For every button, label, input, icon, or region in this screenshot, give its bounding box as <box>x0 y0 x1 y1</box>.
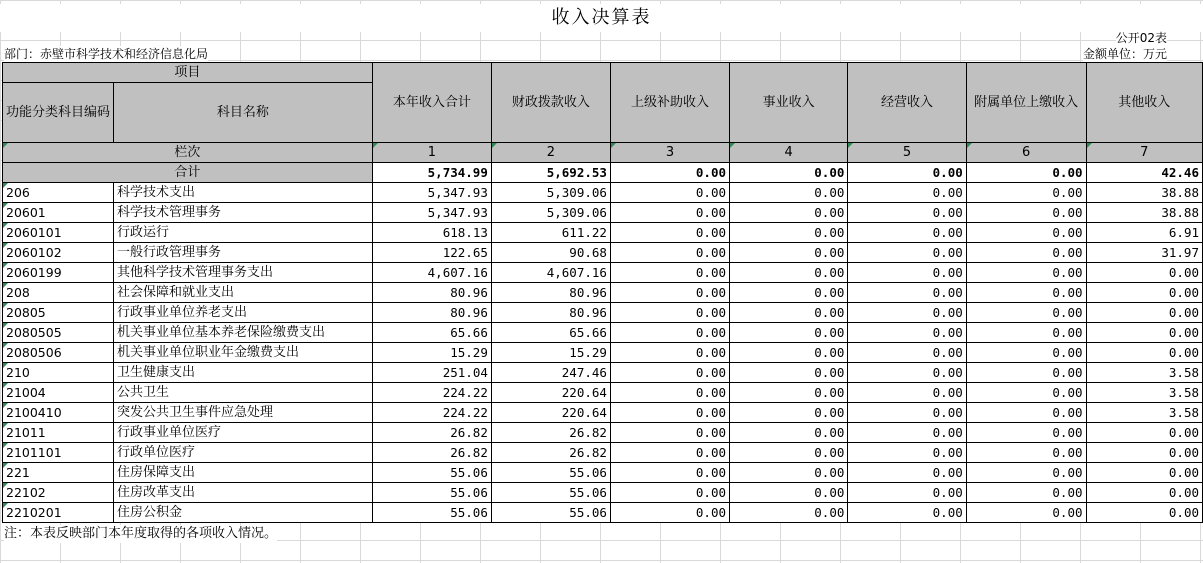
amount-cell[interactable]: 55.06 <box>491 463 610 483</box>
amount-cell[interactable]: 55.06 <box>491 483 610 503</box>
amount-cell[interactable]: 0.00 <box>610 483 729 503</box>
amount-cell[interactable]: 0.00 <box>848 323 966 343</box>
amount-cell[interactable]: 220.64 <box>491 383 610 403</box>
amount-cell[interactable]: 0.00 <box>966 443 1086 463</box>
amount-cell[interactable]: 0.00 <box>966 363 1086 383</box>
amount-cell[interactable]: 0.00 <box>848 403 966 423</box>
amount-cell[interactable]: 0.00 <box>610 283 729 303</box>
amount-cell[interactable]: 90.68 <box>491 243 610 263</box>
func-code-cell[interactable]: 2060101 <box>3 223 114 243</box>
header-total: 本年收入合计 <box>372 63 491 143</box>
func-code-cell[interactable]: 208 <box>3 283 114 303</box>
func-code-cell[interactable]: 2060102 <box>3 243 114 263</box>
form-code: 公开02表 <box>1115 31 1167 45</box>
table-note: 注：本表反映部门本年度取得的各项收入情况。 <box>4 526 278 541</box>
col-number: 2 <box>491 143 610 163</box>
func-code-cell[interactable]: 2210201 <box>3 503 114 523</box>
col-number: 3 <box>610 143 729 163</box>
amount-cell[interactable]: 0.00 <box>610 343 729 363</box>
func-code-cell[interactable]: 2100410 <box>3 403 114 423</box>
amount-cell[interactable]: 26.82 <box>372 423 491 443</box>
amount-cell[interactable]: 0.00 <box>730 243 848 263</box>
amount-cell[interactable]: 0.00 <box>966 383 1086 403</box>
amount-cell[interactable]: 5,347.93 <box>372 203 491 223</box>
amount-cell[interactable]: 0.00 <box>1086 463 1203 483</box>
amount-cell[interactable]: 5,347.93 <box>372 183 491 203</box>
amount-cell[interactable]: 65.66 <box>372 323 491 343</box>
table-row <box>3 243 1203 263</box>
total-cell[interactable]: 42.46 <box>1086 163 1203 183</box>
amount-cell[interactable]: 0.00 <box>966 503 1086 523</box>
amount-cell[interactable]: 5,309.06 <box>491 183 610 203</box>
amount-cell[interactable]: 0.00 <box>848 263 966 283</box>
col-number: 6 <box>966 143 1086 163</box>
table-row <box>3 223 1203 243</box>
total-cell[interactable]: 0.00 <box>848 163 966 183</box>
amount-cell[interactable]: 55.06 <box>372 483 491 503</box>
amount-cell[interactable]: 0.00 <box>730 263 848 283</box>
amount-cell[interactable]: 0.00 <box>966 423 1086 443</box>
amount-cell[interactable]: 0.00 <box>848 383 966 403</box>
func-code-cell[interactable]: 2060199 <box>3 263 114 283</box>
func-code-cell[interactable]: 2080505 <box>3 323 114 343</box>
amount-cell[interactable]: 0.00 <box>848 443 966 463</box>
amount-cell[interactable]: 15.29 <box>491 343 610 363</box>
amount-cell[interactable]: 80.96 <box>372 283 491 303</box>
subject-name-cell[interactable]: 社会保障和就业支出 <box>114 283 373 303</box>
amount-cell[interactable]: 26.82 <box>372 443 491 463</box>
amount-cell[interactable]: 0.00 <box>730 483 848 503</box>
total-cell[interactable]: 0.00 <box>966 163 1086 183</box>
amount-cell[interactable]: 80.96 <box>491 303 610 323</box>
amount-cell[interactable]: 3.58 <box>1086 383 1203 403</box>
amount-cell[interactable]: 0.00 <box>966 463 1086 483</box>
amount-cell[interactable]: 0.00 <box>730 323 848 343</box>
amount-cell[interactable]: 0.00 <box>610 183 729 203</box>
subject-name-cell[interactable]: 一般行政管理事务 <box>114 243 373 263</box>
amount-cell[interactable]: 6.91 <box>1086 223 1203 243</box>
table-row <box>3 343 1203 363</box>
amount-cell[interactable]: 0.00 <box>610 403 729 423</box>
func-code-cell[interactable]: 210 <box>3 363 114 383</box>
subject-name-cell[interactable]: 行政运行 <box>114 223 373 243</box>
amount-cell[interactable]: 0.00 <box>966 243 1086 263</box>
subject-name-cell[interactable]: 住房保障支出 <box>114 463 373 483</box>
amount-cell[interactable]: 0.00 <box>730 343 848 363</box>
amount-cell[interactable]: 0.00 <box>848 343 966 363</box>
amount-cell[interactable]: 0.00 <box>966 343 1086 363</box>
amount-cell[interactable]: 618.13 <box>372 223 491 243</box>
table-row <box>3 263 1203 283</box>
amount-cell[interactable]: 0.00 <box>610 323 729 343</box>
col-number: 1 <box>372 143 491 163</box>
header-item: 项目 <box>3 63 373 83</box>
table-row <box>3 463 1203 483</box>
amount-cell[interactable]: 0.00 <box>610 443 729 463</box>
amount-cell[interactable]: 55.06 <box>491 503 610 523</box>
amount-cell[interactable]: 26.82 <box>491 443 610 463</box>
func-code-cell[interactable]: 2080506 <box>3 343 114 363</box>
amount-cell[interactable]: 15.29 <box>372 343 491 363</box>
func-code-cell[interactable]: 20805 <box>3 303 114 323</box>
amount-cell[interactable]: 0.00 <box>730 403 848 423</box>
amount-cell[interactable]: 0.00 <box>966 303 1086 323</box>
amount-cell[interactable]: 0.00 <box>848 363 966 383</box>
table-row <box>3 283 1203 303</box>
amount-cell[interactable]: 0.00 <box>966 203 1086 223</box>
amount-cell[interactable]: 122.65 <box>372 243 491 263</box>
header-lanci: 栏次 <box>3 143 373 163</box>
amount-cell[interactable]: 0.00 <box>1086 303 1203 323</box>
amount-cell[interactable]: 3.58 <box>1086 403 1203 423</box>
amount-cell[interactable]: 4,607.16 <box>491 263 610 283</box>
amount-cell[interactable]: 38.88 <box>1086 203 1203 223</box>
amount-cell[interactable]: 0.00 <box>966 263 1086 283</box>
amount-cell[interactable]: 0.00 <box>730 463 848 483</box>
amount-cell[interactable]: 0.00 <box>1086 263 1203 283</box>
amount-cell[interactable]: 251.04 <box>372 363 491 383</box>
amount-cell[interactable]: 0.00 <box>848 423 966 443</box>
amount-cell[interactable]: 4,607.16 <box>372 263 491 283</box>
table-row <box>3 403 1203 423</box>
subject-name-cell[interactable]: 公共卫生 <box>114 383 373 403</box>
amount-cell[interactable]: 0.00 <box>848 463 966 483</box>
total-cell[interactable]: 0.00 <box>730 163 848 183</box>
subject-name-cell[interactable]: 住房改革支出 <box>114 483 373 503</box>
amount-cell[interactable]: 0.00 <box>730 203 848 223</box>
header-superior: 上级补助收入 <box>610 63 729 143</box>
amount-cell[interactable]: 247.46 <box>491 363 610 383</box>
total-cell[interactable]: 5,692.53 <box>491 163 610 183</box>
subject-name-cell[interactable]: 其他科学技术管理事务支出 <box>114 263 373 283</box>
amount-cell[interactable]: 0.00 <box>610 383 729 403</box>
func-code-cell[interactable]: 20601 <box>3 203 114 223</box>
amount-cell[interactable]: 0.00 <box>848 283 966 303</box>
table-row <box>3 323 1203 343</box>
subject-name-cell[interactable]: 突发公共卫生事件应急处理 <box>114 403 373 423</box>
amount-cell[interactable]: 0.00 <box>1086 323 1203 343</box>
amount-cell[interactable]: 0.00 <box>610 223 729 243</box>
subject-name-cell[interactable]: 卫生健康支出 <box>114 363 373 383</box>
total-label: 合计 <box>3 163 373 183</box>
amount-cell[interactable]: 0.00 <box>610 463 729 483</box>
amount-cell[interactable]: 3.58 <box>1086 363 1203 383</box>
amount-cell[interactable]: 224.22 <box>372 403 491 423</box>
subject-name-cell[interactable]: 科学技术管理事务 <box>114 203 373 223</box>
table-row <box>3 303 1203 323</box>
col-number: 4 <box>730 143 848 163</box>
func-code-cell[interactable]: 21004 <box>3 383 114 403</box>
amount-cell[interactable]: 0.00 <box>610 503 729 523</box>
amount-cell[interactable]: 80.96 <box>372 303 491 323</box>
header-affiliated: 附属单位上缴收入 <box>966 63 1086 143</box>
table-body <box>3 183 1203 523</box>
table-row <box>3 443 1203 463</box>
amount-cell[interactable]: 220.64 <box>491 403 610 423</box>
amount-cell[interactable]: 0.00 <box>966 183 1086 203</box>
amount-cell[interactable]: 0.00 <box>610 363 729 383</box>
subject-name-cell[interactable]: 住房公积金 <box>114 503 373 523</box>
amount-cell[interactable]: 0.00 <box>966 323 1086 343</box>
amount-cell[interactable]: 0.00 <box>730 303 848 323</box>
amount-cell[interactable]: 65.66 <box>491 323 610 343</box>
amount-cell[interactable]: 38.88 <box>1086 183 1203 203</box>
subject-name-cell[interactable]: 机关事业单位基本养老保险缴费支出 <box>114 323 373 343</box>
amount-cell[interactable]: 0.00 <box>730 383 848 403</box>
amount-cell[interactable]: 0.00 <box>848 303 966 323</box>
amount-cell[interactable]: 0.00 <box>730 363 848 383</box>
func-code-cell[interactable]: 21011 <box>3 423 114 443</box>
amount-cell[interactable]: 0.00 <box>1086 483 1203 503</box>
department-label: 部门：赤壁市科学技术和经济信息化局 <box>4 47 209 61</box>
subject-name-cell[interactable]: 行政单位医疗 <box>114 443 373 463</box>
amount-cell[interactable]: 0.00 <box>848 203 966 223</box>
amount-cell[interactable]: 0.00 <box>966 283 1086 303</box>
amount-cell[interactable]: 0.00 <box>610 243 729 263</box>
amount-cell[interactable]: 0.00 <box>610 423 729 443</box>
table-row <box>3 503 1203 523</box>
header-operation: 经营收入 <box>848 63 966 143</box>
amount-cell[interactable]: 31.97 <box>1086 243 1203 263</box>
amount-cell[interactable]: 0.00 <box>730 423 848 443</box>
amount-cell[interactable]: 0.00 <box>1086 283 1203 303</box>
table-row <box>3 203 1203 223</box>
func-code-cell[interactable]: 22102 <box>3 483 114 503</box>
amount-cell[interactable]: 0.00 <box>730 223 848 243</box>
subject-name-cell[interactable]: 行政事业单位医疗 <box>114 423 373 443</box>
table-row <box>3 383 1203 403</box>
total-cell[interactable]: 5,734.99 <box>372 163 491 183</box>
table-row <box>3 363 1203 383</box>
func-code-cell[interactable]: 221 <box>3 463 114 483</box>
amount-cell[interactable]: 26.82 <box>491 423 610 443</box>
header-other: 其他收入 <box>1086 63 1203 143</box>
amount-cell[interactable]: 0.00 <box>848 243 966 263</box>
amount-cell[interactable]: 55.06 <box>372 503 491 523</box>
table-row <box>3 483 1203 503</box>
amount-cell[interactable]: 0.00 <box>730 183 848 203</box>
amount-cell[interactable]: 0.00 <box>848 483 966 503</box>
amount-cell[interactable]: 0.00 <box>1086 443 1203 463</box>
amount-cell[interactable]: 0.00 <box>966 483 1086 503</box>
amount-cell[interactable]: 0.00 <box>730 283 848 303</box>
amount-cell[interactable]: 0.00 <box>1086 503 1203 523</box>
amount-cell[interactable]: 80.96 <box>491 283 610 303</box>
header-fiscal: 财政拨款收入 <box>491 63 610 143</box>
subject-name-cell[interactable]: 行政事业单位养老支出 <box>114 303 373 323</box>
income-table <box>2 62 1203 523</box>
amount-cell[interactable]: 0.00 <box>848 183 966 203</box>
header-subject-name: 科目名称 <box>114 83 373 143</box>
amount-cell[interactable]: 0.00 <box>610 303 729 323</box>
amount-cell[interactable]: 0.00 <box>966 403 1086 423</box>
amount-cell[interactable]: 0.00 <box>1086 423 1203 443</box>
col-number: 7 <box>1086 143 1203 163</box>
amount-cell[interactable]: 0.00 <box>1086 343 1203 363</box>
amount-cell[interactable]: 0.00 <box>610 263 729 283</box>
amount-cell[interactable]: 0.00 <box>730 443 848 463</box>
amount-cell[interactable]: 0.00 <box>730 503 848 523</box>
sheet-title: 收入决算表 <box>0 4 1203 32</box>
amount-cell[interactable]: 0.00 <box>610 203 729 223</box>
total-cell[interactable]: 0.00 <box>610 163 729 183</box>
amount-cell[interactable]: 5,309.06 <box>491 203 610 223</box>
amount-cell[interactable]: 0.00 <box>848 223 966 243</box>
table-row <box>3 423 1203 443</box>
subject-name-cell[interactable]: 科学技术支出 <box>114 183 373 203</box>
col-number: 5 <box>848 143 966 163</box>
func-code-cell[interactable]: 206 <box>3 183 114 203</box>
amount-cell[interactable]: 55.06 <box>372 463 491 483</box>
header-func-code: 功能分类科目编码 <box>3 83 114 143</box>
amount-cell[interactable]: 224.22 <box>372 383 491 403</box>
table-row <box>3 183 1203 203</box>
subject-name-cell[interactable]: 机关事业单位职业年金缴费支出 <box>114 343 373 363</box>
header-business: 事业收入 <box>730 63 848 143</box>
amount-cell[interactable]: 0.00 <box>848 503 966 523</box>
amount-cell[interactable]: 611.22 <box>491 223 610 243</box>
unit-label: 金额单位：万元 <box>1082 47 1167 61</box>
func-code-cell[interactable]: 2101101 <box>3 443 114 463</box>
amount-cell[interactable]: 0.00 <box>966 223 1086 243</box>
